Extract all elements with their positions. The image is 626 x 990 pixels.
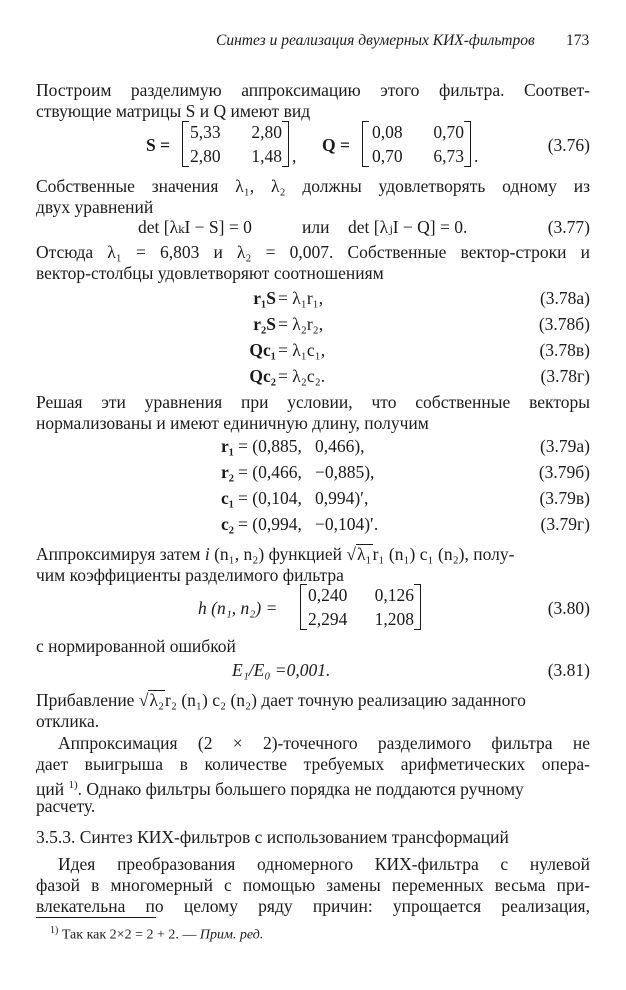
punctuation: , (292, 146, 297, 166)
matrix-cell: 0,126 (374, 585, 414, 605)
matrix-cell: 0,70 (433, 122, 464, 142)
equation-rhs: = (0,104, 0,994)′, (238, 488, 369, 508)
equation-rhs: = λ₂r₂, (278, 314, 324, 334)
matrix-s (190, 121, 286, 165)
right-bracket (414, 584, 421, 630)
equation-lhs: c₂ (220, 514, 234, 534)
text-line: дает выигрыша в количестве требуемых арифметических опера- (36, 754, 590, 774)
text-line: двух уравнений (36, 197, 154, 217)
right-bracket (464, 121, 471, 167)
equation-rhs: = λ₂c₂. (278, 366, 326, 386)
equation-number: (3.78б) (538, 314, 590, 334)
text-line: фазой в многомерный с помощью замены переменных весьма при- (36, 875, 590, 895)
equation-lhs: r₂ (220, 462, 234, 482)
equation-number: (3.79в) (539, 488, 590, 508)
equation-lhs: Qc₁ (249, 340, 276, 360)
equation-rhs: = (0,994, −0,104)′. (238, 514, 379, 534)
footnote-marker: 1) (68, 779, 78, 791)
sqrt-icon: √ (138, 690, 149, 710)
text-line: Построим разделимую аппроксимацию этого фильтра. Соответ- (36, 80, 590, 100)
matrix-cell: 2,294 (308, 609, 348, 629)
section-heading: 3.5.3. Синтез КИХ-фильтров с использованием трансформаций (36, 827, 509, 847)
equation-lhs: r₁ (220, 436, 234, 456)
matrix-label-s: S = (146, 135, 171, 155)
equation-lhs: Qc₂ (249, 366, 276, 386)
punctuation: . (474, 146, 479, 166)
equation-connector: или (302, 217, 330, 237)
equation-rhs: = λ₁r₁, (278, 288, 324, 308)
equation-rhs: = (0,885, 0,466), (238, 436, 365, 456)
matrix-cell: 1,48 (251, 146, 282, 166)
page-number: 173 (566, 32, 590, 49)
sqrt-icon: √ (346, 544, 356, 564)
left-bracket (182, 121, 189, 167)
equation-left: det [λₖI − S] = 0 (138, 217, 252, 237)
text-line: влекательна по целому ряду причин: упрощается реализация, (36, 896, 590, 916)
math-italic: i (204, 544, 210, 564)
footnote-note: Прим. ред. (199, 927, 264, 943)
equation-number: (3.77) (547, 217, 590, 237)
footnote-marker: 1) (50, 925, 59, 936)
text-span: r₂ (n₁) c₂ (n₂) дает точную реализацию заданного (165, 690, 526, 710)
text-span: ций (36, 778, 69, 799)
sqrt-argument: λ₂ (149, 690, 165, 710)
equation-number: (3.79а) (539, 436, 590, 456)
equation-rhs: = λ₁c₁, (278, 340, 326, 360)
equation-right: det [λⱼI − Q] = 0. (348, 217, 468, 237)
equation-number: (3.76) (547, 135, 590, 155)
footnote-divider (36, 917, 156, 918)
matrix-cell: 0,70 (372, 146, 403, 166)
text-span: r₁ (n₁) c₁ (n₂), полу- (372, 544, 515, 564)
matrix-label-q: Q = (322, 135, 350, 155)
text-line: Собственные значения λ₁, λ₂ должны удовлетворять одному из (36, 176, 590, 196)
equation-number: (3.78г) (540, 366, 590, 386)
equation-lhs: c₁ (220, 488, 234, 508)
equation-number: (3.78в) (539, 340, 590, 360)
text-line (36, 544, 514, 564)
text-line: расчету. (36, 796, 96, 816)
equation-number: (3.81) (547, 660, 590, 680)
right-bracket (282, 121, 289, 167)
left-bracket (300, 584, 307, 630)
text-line: чим коэффициенты разделимого фильтра (36, 565, 344, 585)
equation-number: (3.78а) (539, 288, 590, 308)
text-line: Аппроксимация (2 × 2)-точечного разделимого фильтра не (58, 733, 590, 753)
text-line (36, 690, 526, 710)
text-line: Идея преобразования одномерного КИХ-фильтра с нулевой (58, 854, 590, 874)
text-line: Решая эти уравнения при условии, что собственные векторы (36, 392, 590, 412)
equation-lhs: r₁S (253, 288, 276, 308)
equation-rhs: = (0,466, −0,885), (238, 462, 375, 482)
text-span: (n₁, n₂) функцией (209, 544, 347, 564)
equation-lhs: r₂S (253, 314, 276, 334)
text-line: ствующие матрицы S и Q имеют вид (36, 101, 311, 121)
equation-number: (3.79б) (538, 462, 590, 482)
text-span: Прибавление (36, 690, 139, 710)
equation-lhs: h (n₁, n₂) = (198, 598, 278, 618)
text-line (36, 775, 524, 799)
text-span: Аппроксимируя затем (36, 544, 205, 564)
matrix-cell: 0,08 (372, 122, 403, 142)
matrix-cell: 2,80 (190, 146, 221, 166)
matrix-cell: 0,240 (308, 585, 348, 605)
sqrt-argument: λ₁ (356, 544, 372, 564)
matrix-q (372, 121, 468, 165)
text-span: . Однако фильтры большего порядка не поддаются ручному (77, 778, 524, 799)
footnote (50, 925, 263, 944)
matrix-cell: 6,73 (433, 146, 464, 166)
equation-expression: E₁/E₀ =0,001. (232, 660, 331, 680)
equation-number: (3.80) (547, 598, 590, 618)
text-line: вектор-столбцы удовлетворяют соотношениям (36, 263, 384, 283)
matrix-cell: 1,208 (374, 609, 414, 629)
equation-number: (3.79г) (540, 514, 590, 534)
footnote-text: Так как 2×2 = 2 + 2. — (58, 927, 200, 943)
running-header-title: Синтез и реализация двумерных КИХ-фильтров (216, 32, 535, 49)
matrix-cell: 2,80 (251, 122, 282, 142)
text-line: с нормированной ошибкой (36, 636, 236, 656)
text-line: нормализованы и имеют единичную длину, получим (36, 413, 429, 433)
matrix-cell: 5,33 (190, 122, 221, 142)
matrix-h (308, 584, 418, 628)
text-line: Отсюда λ₁ = 6,803 и λ₂ = 0,007. Собственные вектор-строки и (36, 242, 590, 262)
text-line: отклика. (36, 711, 100, 731)
left-bracket (362, 121, 369, 167)
